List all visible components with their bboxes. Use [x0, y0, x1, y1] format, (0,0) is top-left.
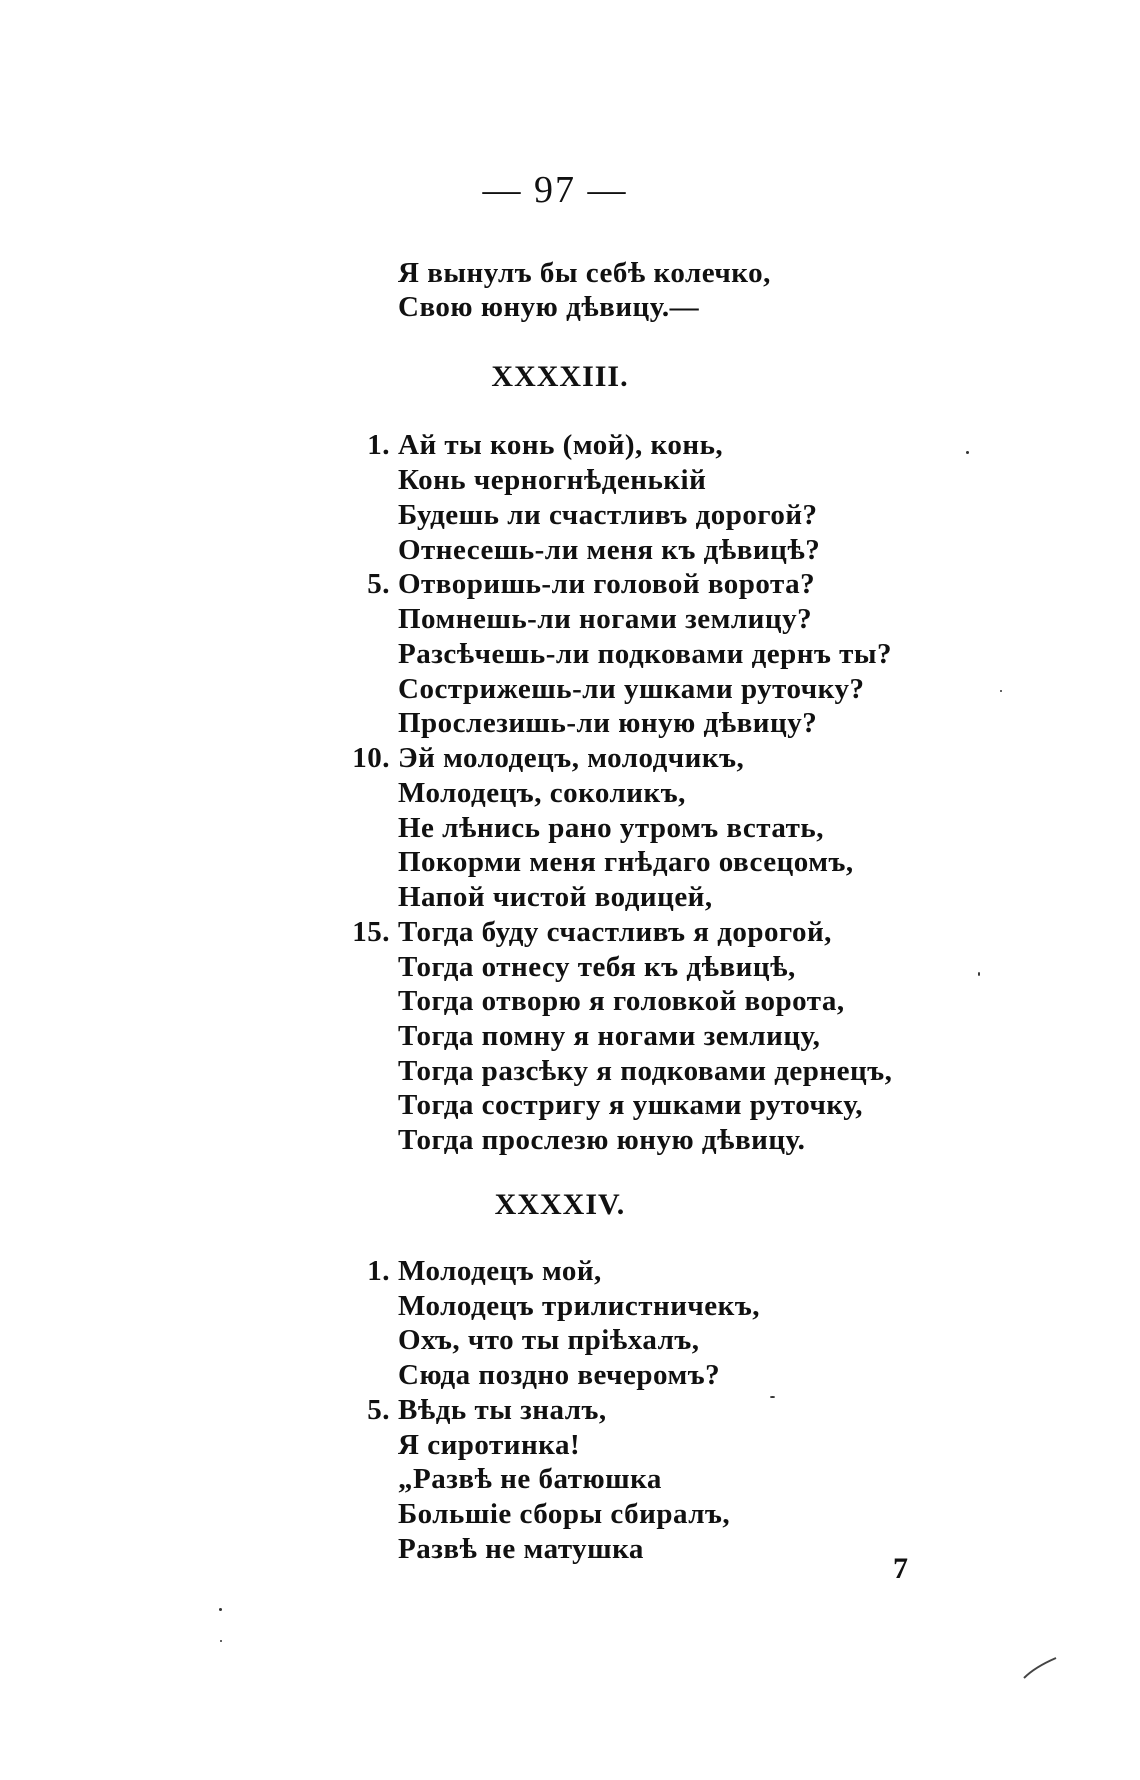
scan-speck: [770, 1396, 775, 1398]
line-text: Тогда разсѣку я подковами дернецъ,: [398, 1055, 893, 1087]
line-text: Молодецъ, соколикъ,: [398, 777, 686, 809]
line-text: Отворишь-ли головой ворота?: [398, 568, 816, 600]
line-text: Ай ты конь (мой), конь,: [398, 429, 724, 461]
section-heading: XXXXIV.: [494, 1188, 626, 1221]
line-text: Эй молодецъ, молодчикъ,: [398, 742, 745, 774]
line-text: Молодецъ трилистничекъ,: [398, 1290, 760, 1322]
line-text: Я сиротинка!: [398, 1429, 581, 1461]
line-text: Тогда буду счастливъ я дорогой,: [398, 916, 832, 948]
scan-speck: [966, 451, 969, 454]
signature-mark: 7: [893, 1552, 908, 1585]
line-text: Тогда отнесу тебя къ дѣвицѣ,: [398, 951, 796, 983]
scan-speck: [978, 972, 980, 976]
line-text: Конь черногнѣденькій: [398, 464, 707, 496]
line-text: Большіе сборы сбиралъ,: [398, 1498, 731, 1530]
line-text: Будешь ли счастливъ дорогой?: [398, 499, 818, 531]
scan-speck: [220, 1640, 222, 1642]
line-number: 15.: [352, 916, 390, 948]
line-text: Напой чистой водицей,: [398, 881, 713, 913]
line-text: Свою юную дѣвицу.—: [398, 291, 700, 323]
line-text: Отнесешь-ли меня къ дѣвицѣ?: [398, 534, 821, 566]
line-text: Сострижешь-ли ушками руточку?: [398, 673, 865, 705]
line-text: Молодецъ мой,: [398, 1255, 602, 1287]
line-text: Охъ, что ты пріѣхалъ,: [398, 1324, 700, 1356]
line-text: Тогда отворю я головкой ворота,: [398, 985, 845, 1017]
line-number: 5.: [367, 568, 390, 600]
line-text: Тогда прослезю юную дѣвицу.: [398, 1124, 806, 1156]
line-text: Покорми меня гнѣдаго овсецомъ,: [398, 846, 854, 878]
line-text: Вѣдь ты зналъ,: [398, 1394, 607, 1426]
line-number: 1.: [367, 1255, 390, 1287]
line-number: 10.: [352, 742, 390, 774]
line-text: Тогда помну я ногами землицу,: [398, 1020, 821, 1052]
scan-speck: [219, 1608, 222, 1611]
line-text: Не лѣнись рано утромъ встать,: [398, 812, 824, 844]
scan-speck: [1000, 690, 1002, 692]
line-text: Разсѣчешь-ли подковами дернъ ты?: [398, 638, 893, 670]
line-text: Прослезишь-ли юную дѣвицу?: [398, 707, 818, 739]
page-number: — 97 —: [482, 169, 628, 211]
line-text: „Развѣ не батюшка: [398, 1463, 662, 1495]
line-number: 1.: [367, 429, 390, 461]
line-number: 5.: [367, 1394, 390, 1426]
section-heading: XXXXIII.: [491, 360, 629, 393]
line-text: Сюда поздно вечеромъ?: [398, 1359, 721, 1391]
line-text: Помнешь-ли ногами землицу?: [398, 603, 813, 635]
line-text: Развѣ не матушка: [398, 1533, 644, 1565]
line-text: Тогда состригу я ушками руточку,: [398, 1089, 864, 1121]
pencil-mark: [1020, 1652, 1060, 1682]
line-text: Я вынулъ бы себѣ колечко,: [398, 257, 771, 289]
